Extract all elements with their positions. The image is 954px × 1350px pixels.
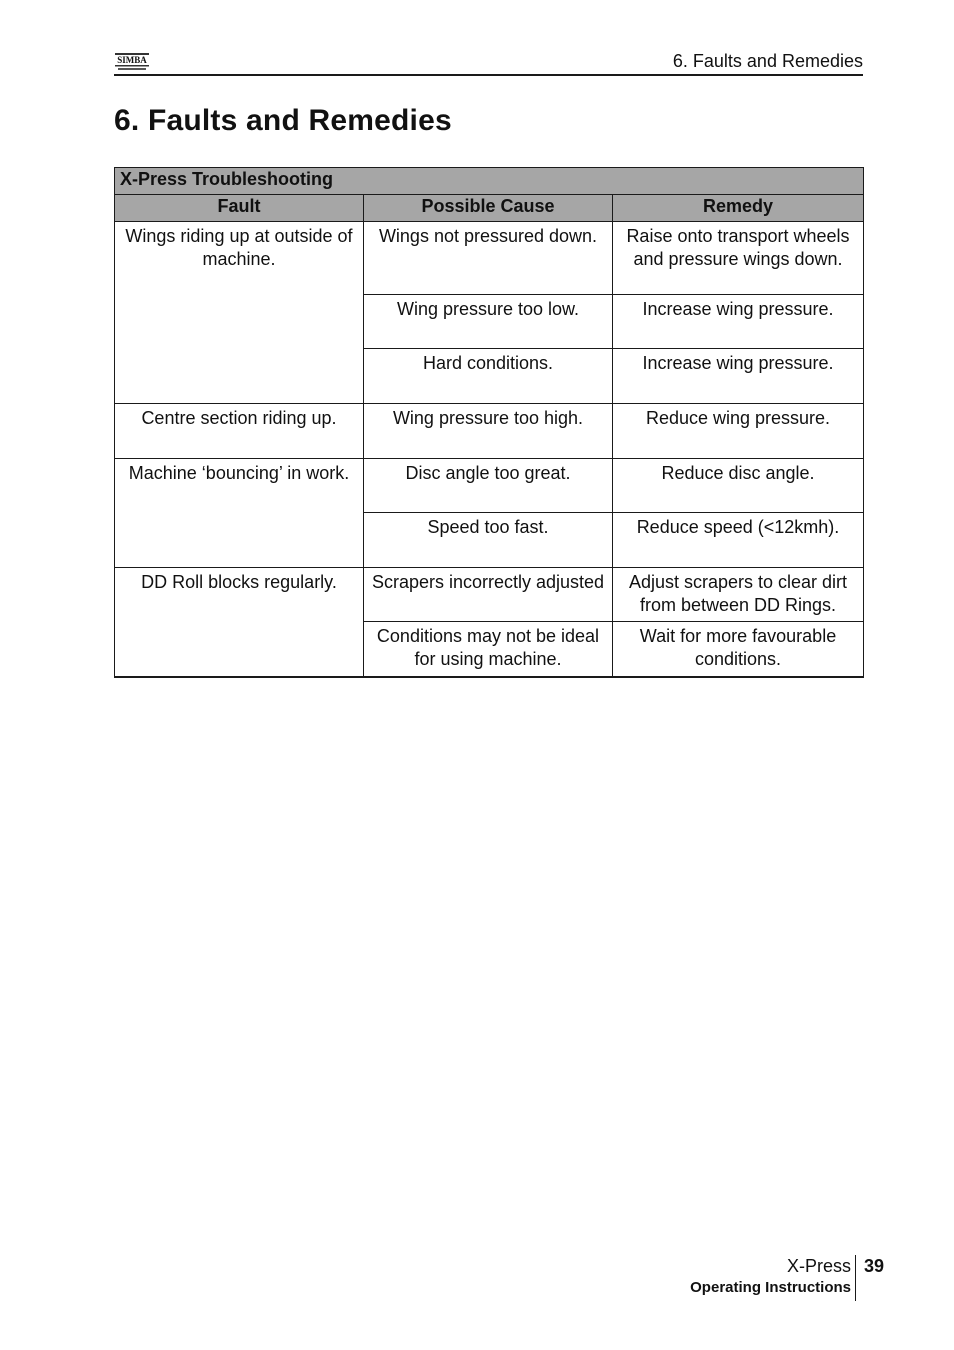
simba-logo [114,52,150,72]
remedy-cell: Reduce speed (<12kmh). [613,513,864,568]
page-title: 6. Faults and Remedies [114,104,452,137]
page-number: 39 [864,1256,885,1276]
cause-cell: Hard conditions. [364,349,613,404]
remedy-cell: Raise onto transport wheels and pressure wings down. [613,222,864,295]
fault-cell: Machine ‘bouncing’ in work. [115,459,364,568]
table-row [115,222,864,295]
remedy-cell: Wait for more favourable conditions. [613,622,864,677]
svg-text:SIMBA: SIMBA [117,55,147,65]
header-section-title: 6. Faults and Remedies [672,51,863,71]
page-footer [690,1255,856,1301]
cause-cell: Wings not pressured down. [364,222,613,295]
cause-cell: Wing pressure too low. [364,295,613,349]
footer-document-type: Operating Instructions [690,1279,851,1296]
table-row [115,404,864,459]
fault-cell: Wings riding up at outside of machine. [115,222,364,404]
table-row [115,568,864,622]
fault-cell: Centre section riding up. [115,404,364,459]
fault-cell: DD Roll blocks regularly. [115,568,364,677]
remedy-cell: Increase wing pressure. [613,349,864,404]
cause-cell: Wing pressure too high. [364,404,613,459]
table-row [115,459,864,513]
table-caption: X-Press Troubleshooting [115,168,864,195]
cause-cell: Speed too fast. [364,513,613,568]
remedy-cell: Reduce disc angle. [613,459,864,513]
cause-cell: Disc angle too great. [364,459,613,513]
cause-cell: Conditions may not be ideal for using machine. [364,622,613,677]
column-header-remedy: Remedy [613,195,864,222]
page-header [114,48,863,76]
column-header-cause: Possible Cause [364,195,613,222]
remedy-cell: Adjust scrapers to clear dirt from between DD Rings. [613,568,864,622]
footer-product-name: X-Press [786,1256,851,1276]
remedy-cell: Reduce wing pressure. [613,404,864,459]
remedy-cell: Increase wing pressure. [613,295,864,349]
troubleshooting-table [114,167,864,678]
cause-cell: Scrapers incorrectly adjusted [364,568,613,622]
column-header-fault: Fault [115,195,364,222]
